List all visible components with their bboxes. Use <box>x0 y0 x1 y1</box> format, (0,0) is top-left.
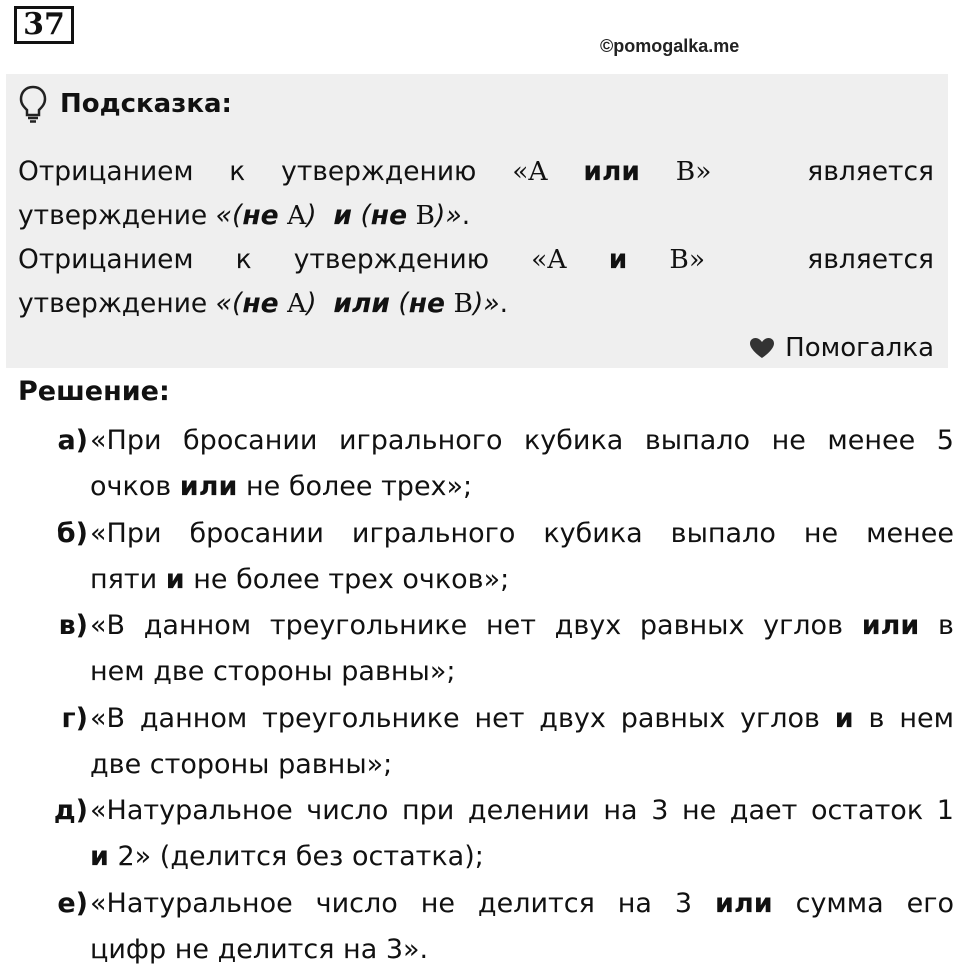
item-word: нет <box>474 702 525 734</box>
item-word: 1 <box>936 795 954 826</box>
item-word: дает <box>729 795 798 826</box>
item-label: д) <box>53 795 88 826</box>
item-word: менее <box>866 517 954 549</box>
item-word: равных <box>639 610 745 641</box>
item-word: 3 <box>651 795 669 826</box>
item-text: пяти <box>90 563 166 595</box>
hint-var: A <box>287 200 307 231</box>
item-word: «При <box>90 517 162 549</box>
item-label: г) <box>61 702 88 734</box>
item-label: е) <box>57 887 88 919</box>
footer-brand: Помогалка <box>785 333 934 363</box>
hint-text: утверждение <box>18 200 216 231</box>
item-word: менее <box>827 425 916 456</box>
item-text: очков <box>90 471 180 502</box>
hint-line-3 <box>18 238 934 282</box>
solution-title: Решение: <box>18 376 170 407</box>
item-word: углов <box>763 610 843 641</box>
item-word: делении <box>467 795 590 826</box>
item-text: или <box>179 471 238 502</box>
hint-text: )» <box>472 288 500 319</box>
hint-word: является <box>807 244 934 275</box>
hint-conj: или <box>333 288 390 319</box>
hint-not: не <box>370 200 408 231</box>
hint-word: утверждению <box>293 244 490 275</box>
item-line-1 <box>90 603 954 649</box>
item-line-1 <box>90 881 954 927</box>
item-word: бросании <box>189 517 324 549</box>
item-label: а) <box>57 425 88 456</box>
hint-text: ( <box>398 288 409 319</box>
item-label: в) <box>58 610 88 641</box>
item-word: не <box>420 887 455 919</box>
hint-word-conj: или <box>583 156 640 187</box>
item-line-2 <box>90 649 954 695</box>
item-line-2 <box>90 742 954 788</box>
hint-text: ) <box>306 288 317 319</box>
hint-word: к <box>235 244 252 275</box>
item-word: игрального <box>351 517 516 549</box>
hint-word: «A <box>531 244 567 275</box>
hint-var: A <box>287 288 307 319</box>
item-word: треугольнике <box>262 702 460 734</box>
item-line-2 <box>90 927 954 973</box>
item-word: бросании <box>183 425 318 456</box>
task-number: 37 <box>14 6 74 44</box>
item-text: цифр не делится на 3». <box>90 933 429 965</box>
lightbulb-icon <box>18 84 48 124</box>
item-word: остаток <box>810 795 924 826</box>
item-word: равных <box>620 702 726 734</box>
item-word: выпало <box>644 425 751 456</box>
hint-text: «( <box>215 200 243 231</box>
item-text: нем две стороны равны»; <box>90 656 456 687</box>
item-word: выпало <box>670 517 776 549</box>
item-word: двух <box>539 702 606 734</box>
watermark: ©pomogalka.me <box>600 36 740 56</box>
item-line-2 <box>90 834 954 880</box>
item-word: «При <box>90 425 162 456</box>
hint-header <box>18 87 232 121</box>
hint-word: Отрицанием <box>18 244 194 275</box>
item-word: «Натуральное <box>90 795 293 826</box>
item-word: на <box>617 887 652 919</box>
item-word: «Натуральное <box>90 887 293 919</box>
item-word: нем <box>899 702 954 734</box>
item-line-1 <box>90 511 954 557</box>
item-word: нет <box>485 610 536 641</box>
item-word: в <box>938 610 954 641</box>
item-word: треугольнике <box>269 610 468 641</box>
item-line-1 <box>90 788 954 834</box>
item-text: 2» (делится без остатка); <box>108 841 484 872</box>
item-word: кубика <box>523 425 624 456</box>
hint-text: утверждение <box>18 288 216 319</box>
hint-conj: и <box>333 200 352 231</box>
hint-var: B <box>453 288 473 319</box>
item-word: игрального <box>339 425 503 456</box>
item-text: две стороны равны»; <box>90 748 393 780</box>
hint-word-conj: и <box>608 244 628 275</box>
item-word: на <box>603 795 638 826</box>
hint-text: )» <box>435 200 462 231</box>
hint-title: Подсказка: <box>60 89 232 119</box>
hint-word: утверждению <box>281 156 477 187</box>
item-word: не <box>681 795 717 826</box>
hint-word: является <box>807 156 934 187</box>
hint-text: ) <box>306 200 317 231</box>
item-label: б) <box>56 517 88 549</box>
item-text: не более трех очков»; <box>184 563 510 595</box>
hint-text: ( <box>360 200 371 231</box>
item-word: двух <box>554 610 622 641</box>
item-word: данном <box>143 610 252 641</box>
item-word: 3 <box>674 887 693 919</box>
hint-text: . <box>461 200 471 231</box>
hint-text: «( <box>215 288 243 319</box>
item-word: число <box>306 795 389 826</box>
hint-word: Отрицанием <box>18 156 194 187</box>
hint-not: не <box>242 200 279 231</box>
item-text: и <box>165 563 185 595</box>
hint-not: не <box>242 288 279 319</box>
item-line-1 <box>90 418 954 464</box>
item-word: данном <box>139 702 248 734</box>
hint-word: к <box>229 156 246 187</box>
hint-text: . <box>499 288 509 319</box>
hint-word: B» <box>669 244 706 275</box>
item-word: и <box>834 702 854 734</box>
item-text: не более трех»; <box>237 471 473 502</box>
item-word: в <box>868 702 885 734</box>
heart-icon <box>749 337 775 359</box>
item-word: или <box>715 887 773 919</box>
hint-not: не <box>408 288 446 319</box>
item-word: делится <box>477 887 595 919</box>
hint-line-2 <box>18 194 934 238</box>
hint-footer <box>749 328 934 368</box>
item-word: сумма <box>795 887 884 919</box>
item-line-1 <box>90 696 954 742</box>
hint-word: B» <box>675 156 712 187</box>
item-word: не <box>803 517 839 549</box>
item-word: не <box>771 425 806 456</box>
item-word: 5 <box>936 425 954 456</box>
item-word: кубика <box>543 517 643 549</box>
hint-word: «A <box>512 156 548 187</box>
item-word: при <box>402 795 455 826</box>
item-word: число <box>315 887 398 919</box>
item-word: «В <box>90 702 126 734</box>
item-line-2 <box>90 557 954 603</box>
hint-line-4 <box>18 282 934 326</box>
item-text: и <box>90 841 109 872</box>
hint-var: B <box>415 200 435 231</box>
item-word: углов <box>740 702 820 734</box>
hint-line-1 <box>18 150 934 194</box>
item-word: или <box>861 610 920 641</box>
item-word: его <box>906 887 954 919</box>
item-line-2 <box>90 464 954 510</box>
item-word: «В <box>90 610 126 641</box>
